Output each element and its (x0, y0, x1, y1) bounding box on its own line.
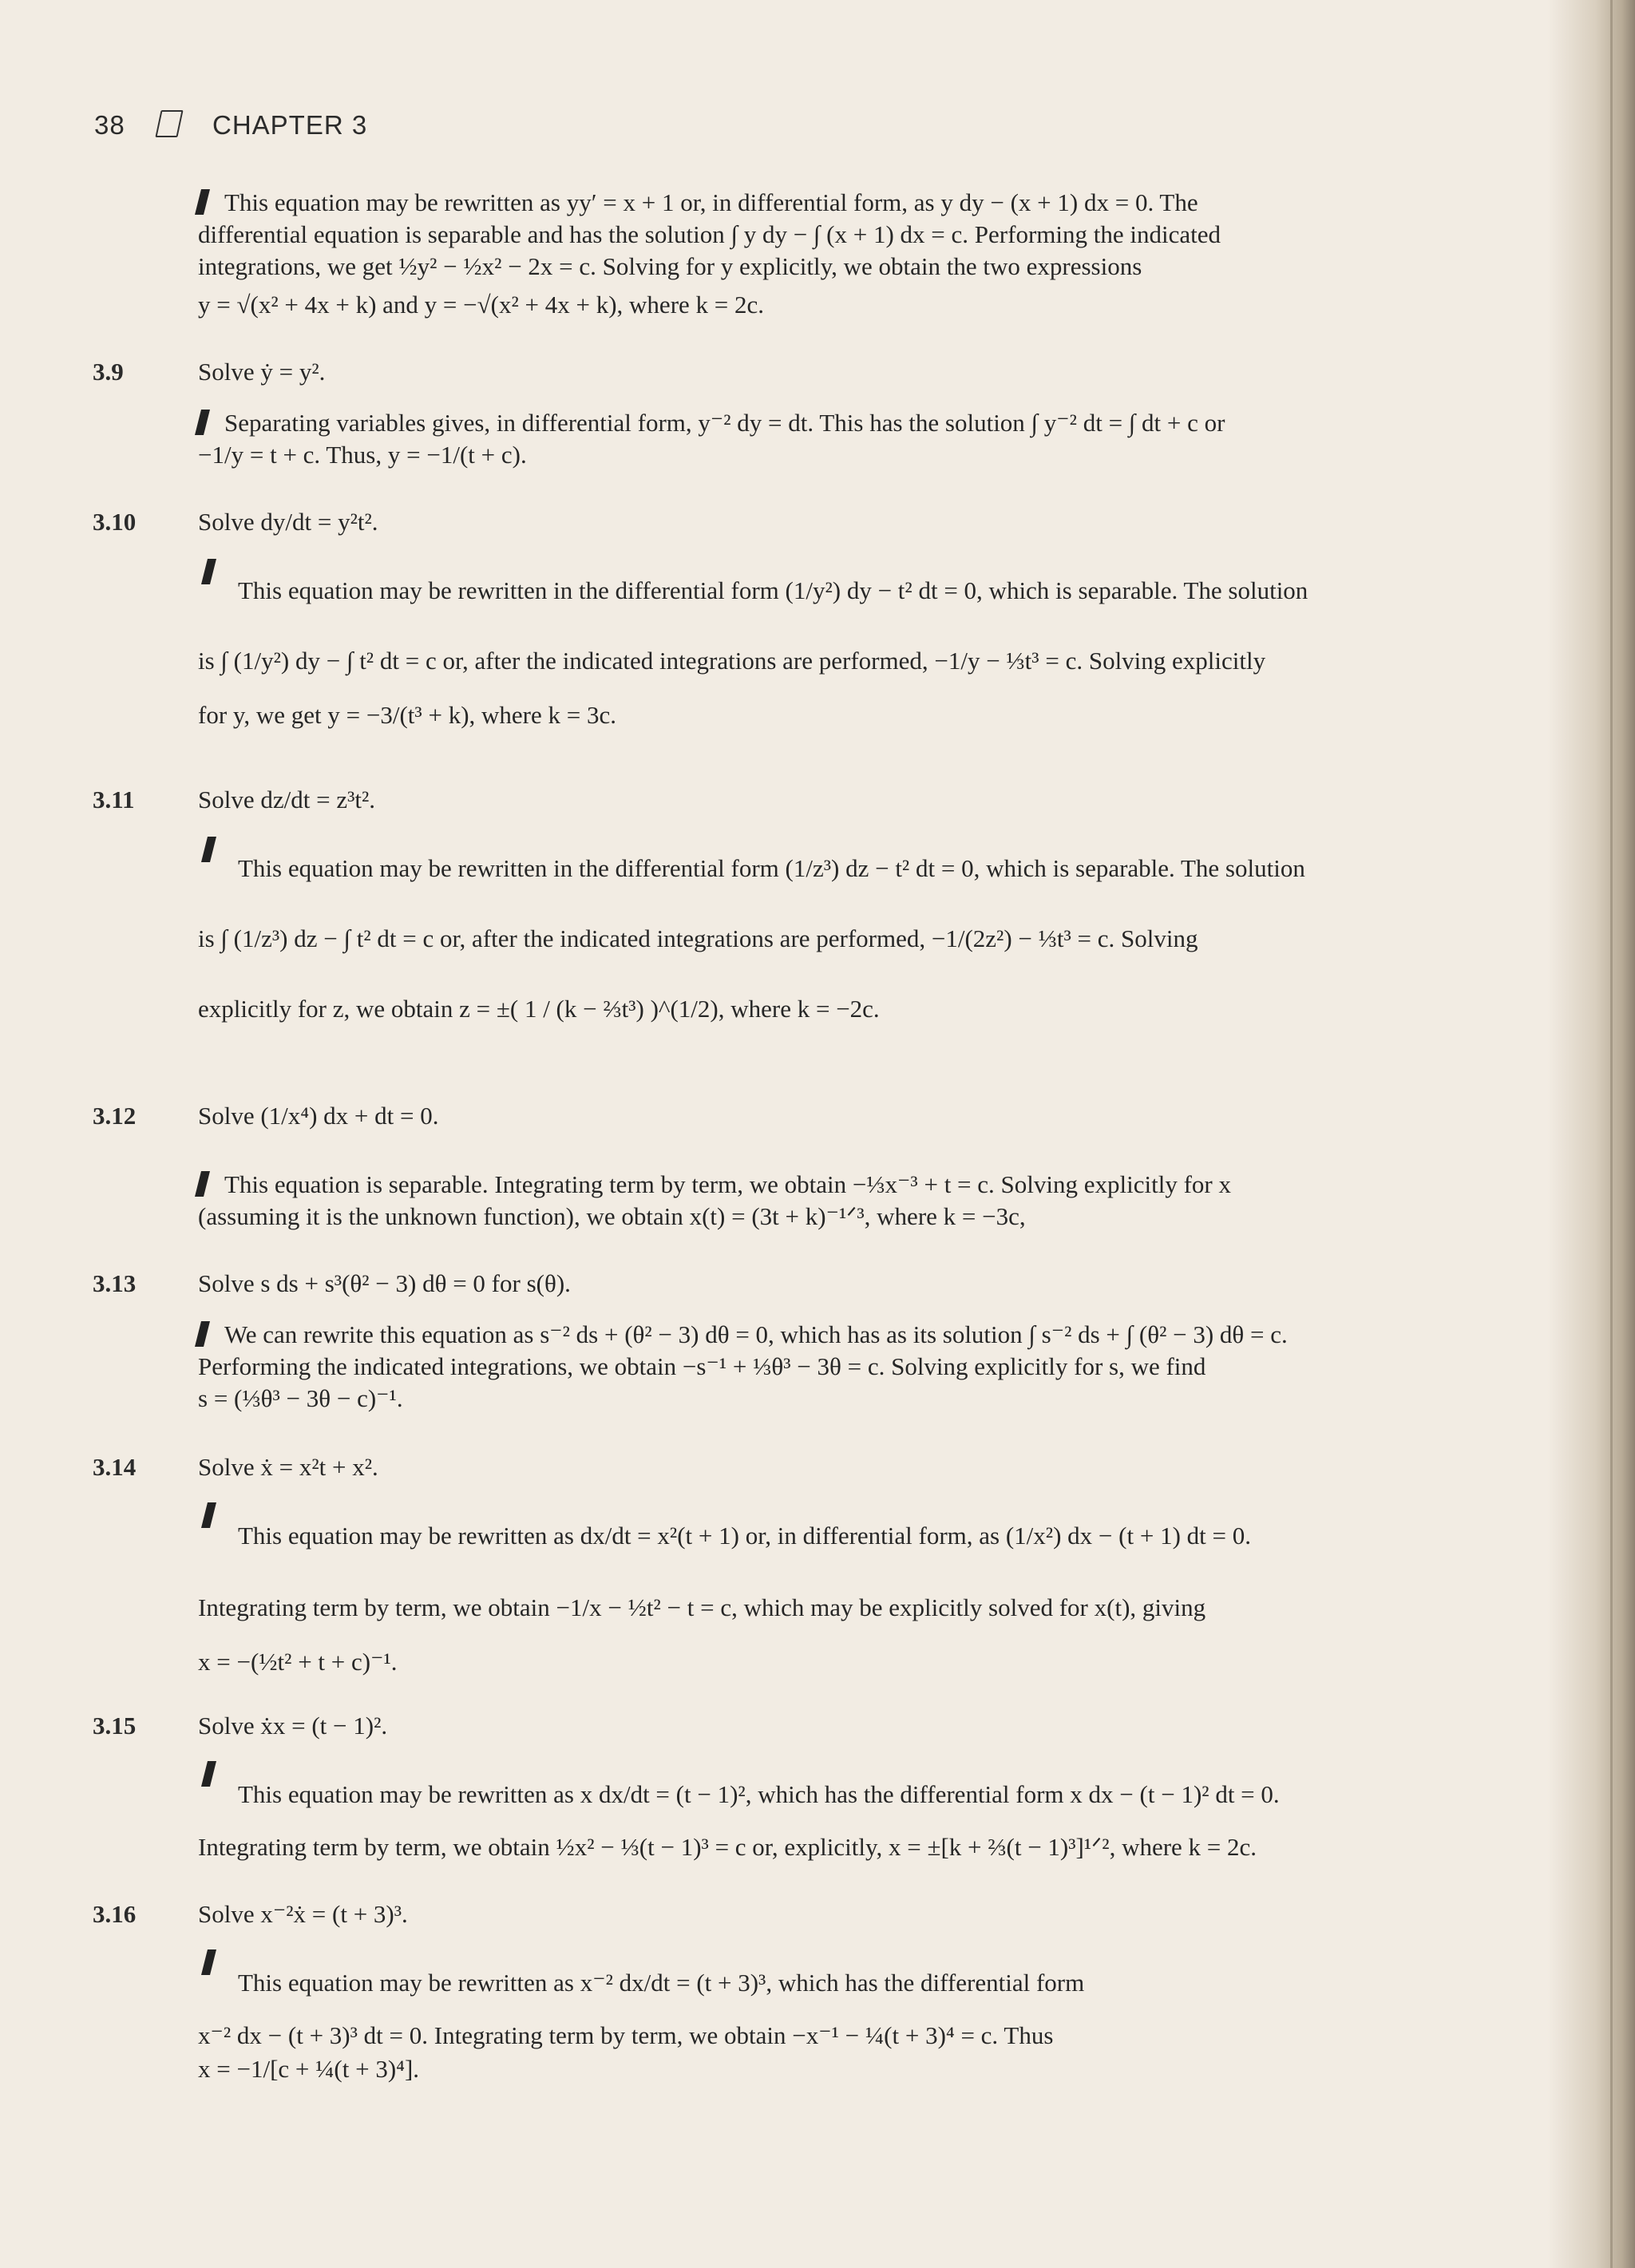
solution-line: This equation may be rewritten as x⁻² dx/dt = (t + 3)³, which has the differential form (238, 1969, 1085, 1997)
solution-line: Performing the indicated integrations, we obtain −s⁻¹ + ⅓θ³ − 3θ = c. Solving explicitly for s, we find (198, 1352, 1206, 1380)
solution-line: (assuming it is the unknown function), we obtain x(t) = (3t + k)⁻¹ᐟ³, where k = −3c, (198, 1202, 1026, 1230)
solution-line: Integrating term by term, we obtain ½x² − ⅓(t − 1)³ = c or, explicitly, x = ±[k + ⅔(t − 1)³]¹ᐟ², where k = 2c. (198, 1833, 1257, 1861)
solution-line: for y, we get y = −3/(t³ + k), where k = 3c. (198, 701, 616, 729)
solution-line: Integrating term by term, we obtain −1/x − ½t² − t = c, which may be explicitly solved for x(t), giving (198, 1593, 1206, 1621)
page-edge-line (1610, 0, 1613, 2268)
solution-line: x = −1/[c + ¼(t + 3)⁴]. (198, 2055, 420, 2083)
solution-line: This equation may be rewritten as yy′ = x + 1 or, in differential form, as y dy − (x + 1) dx = 0. The (198, 187, 1198, 219)
problem-statement: Solve s ds + s³(θ² − 3) dθ = 0 for s(θ). (198, 1269, 571, 1297)
solution-marker-icon (201, 1949, 216, 1975)
solution-line: s = (⅓θ³ − 3θ − c)⁻¹. (198, 1384, 403, 1412)
problem-number: 3.14 (93, 1453, 137, 1481)
solution-line: is ∫ (1/y²) dy − ∫ t² dt = c or, after the indicated integrations are performed, −1/y − ⅓t³ = c. Solving explicitly (198, 647, 1266, 675)
chapter-title: CHAPTER 3 (212, 110, 368, 140)
problem-statement: Solve ẏ = y². (198, 358, 326, 386)
solution-line: This equation is separable. Integrating term by term, we obtain −⅓x⁻³ + t = c. Solving explicitly for x (198, 1169, 1231, 1201)
solution-line: We can rewrite this equation as s⁻² ds + (θ² − 3) dθ = 0, which has as its solution ∫ s⁻² ds + ∫ (θ² − 3) dθ = c. (198, 1319, 1288, 1351)
solution-line: This equation may be rewritten as dx/dt = x²(t + 1) or, in differential form, as (1/x²) dx − (t + 1) dt = 0. (238, 1522, 1251, 1550)
problem-statement: Solve (1/x⁴) dx + dt = 0. (198, 1102, 439, 1130)
solution-line: This equation may be rewritten in the differential form (1/y²) dy − t² dt = 0, which is separable. The solution (238, 576, 1308, 604)
solution-marker-icon (201, 837, 216, 862)
solution-line: x = −(½t² + t + c)⁻¹. (198, 1648, 398, 1676)
page-edge-shadow (1547, 0, 1635, 2268)
solution-line: integrations, we get ½y² − ½x² − 2x = c. Solving for y explicitly, we obtain the two expressions (198, 252, 1142, 280)
problem-number: 3.9 (93, 358, 124, 386)
problem-statement: Solve ẋ = x²t + x². (198, 1453, 378, 1481)
solution-line: x⁻² dx − (t + 3)³ dt = 0. Integrating term by term, we obtain −x⁻¹ − ¼(t + 3)⁴ = c. Thus (198, 2021, 1054, 2049)
solution-marker-icon (195, 189, 210, 215)
problem-number: 3.13 (93, 1269, 137, 1297)
solution-line: differential equation is separable and has the solution ∫ y dy − ∫ (x + 1) dx = c. Performing the indicated (198, 220, 1221, 248)
problem-statement: Solve dy/dt = y²t². (198, 508, 378, 536)
solution-marker-icon (195, 1321, 210, 1347)
solution-line: −1/y = t + c. Thus, y = −1/(t + c). (198, 441, 527, 469)
problem-number: 3.15 (93, 1712, 137, 1740)
page-number: 38 (94, 110, 125, 140)
page-header (94, 110, 367, 141)
solution-marker-icon (201, 559, 216, 584)
header-ornament-icon (155, 110, 183, 137)
problem-statement: Solve x⁻²ẋ = (t + 3)³. (198, 1900, 408, 1928)
solution-line: This equation may be rewritten as x dx/dt = (t − 1)², which has the differential form x dx − (t − 1)² dt = 0. (238, 1780, 1280, 1808)
problem-number: 3.16 (93, 1900, 137, 1928)
problem-number: 3.11 (93, 786, 135, 813)
solution-marker-icon (201, 1761, 216, 1787)
problem-statement: Solve dz/dt = z³t². (198, 786, 376, 813)
solution-line: This equation may be rewritten in the differential form (1/z³) dz − t² dt = 0, which is separable. The solution (238, 854, 1305, 882)
problem-number: 3.12 (93, 1102, 137, 1130)
solution-marker-icon (195, 410, 210, 435)
problem-statement: Solve ẋx = (t − 1)². (198, 1712, 388, 1740)
solution-line: Separating variables gives, in differential form, y⁻² dy = dt. This has the solution ∫ y⁻² dt = ∫ dt + c or (198, 407, 1225, 439)
solution-marker-icon (195, 1171, 210, 1197)
solution-line: y = √(x² + 4x + k) and y = −√(x² + 4x + k), where k = 2c. (198, 291, 765, 319)
solution-line: explicitly for z, we obtain z = ±( 1 / (k − ⅔t³) )^(1/2), where k = −2c. (198, 995, 880, 1023)
problem-number: 3.10 (93, 508, 137, 536)
solution-marker-icon (201, 1502, 216, 1528)
solution-line: is ∫ (1/z³) dz − ∫ t² dt = c or, after the indicated integrations are performed, −1/(2z²) − ⅓t³ = c. Solving (198, 924, 1198, 952)
